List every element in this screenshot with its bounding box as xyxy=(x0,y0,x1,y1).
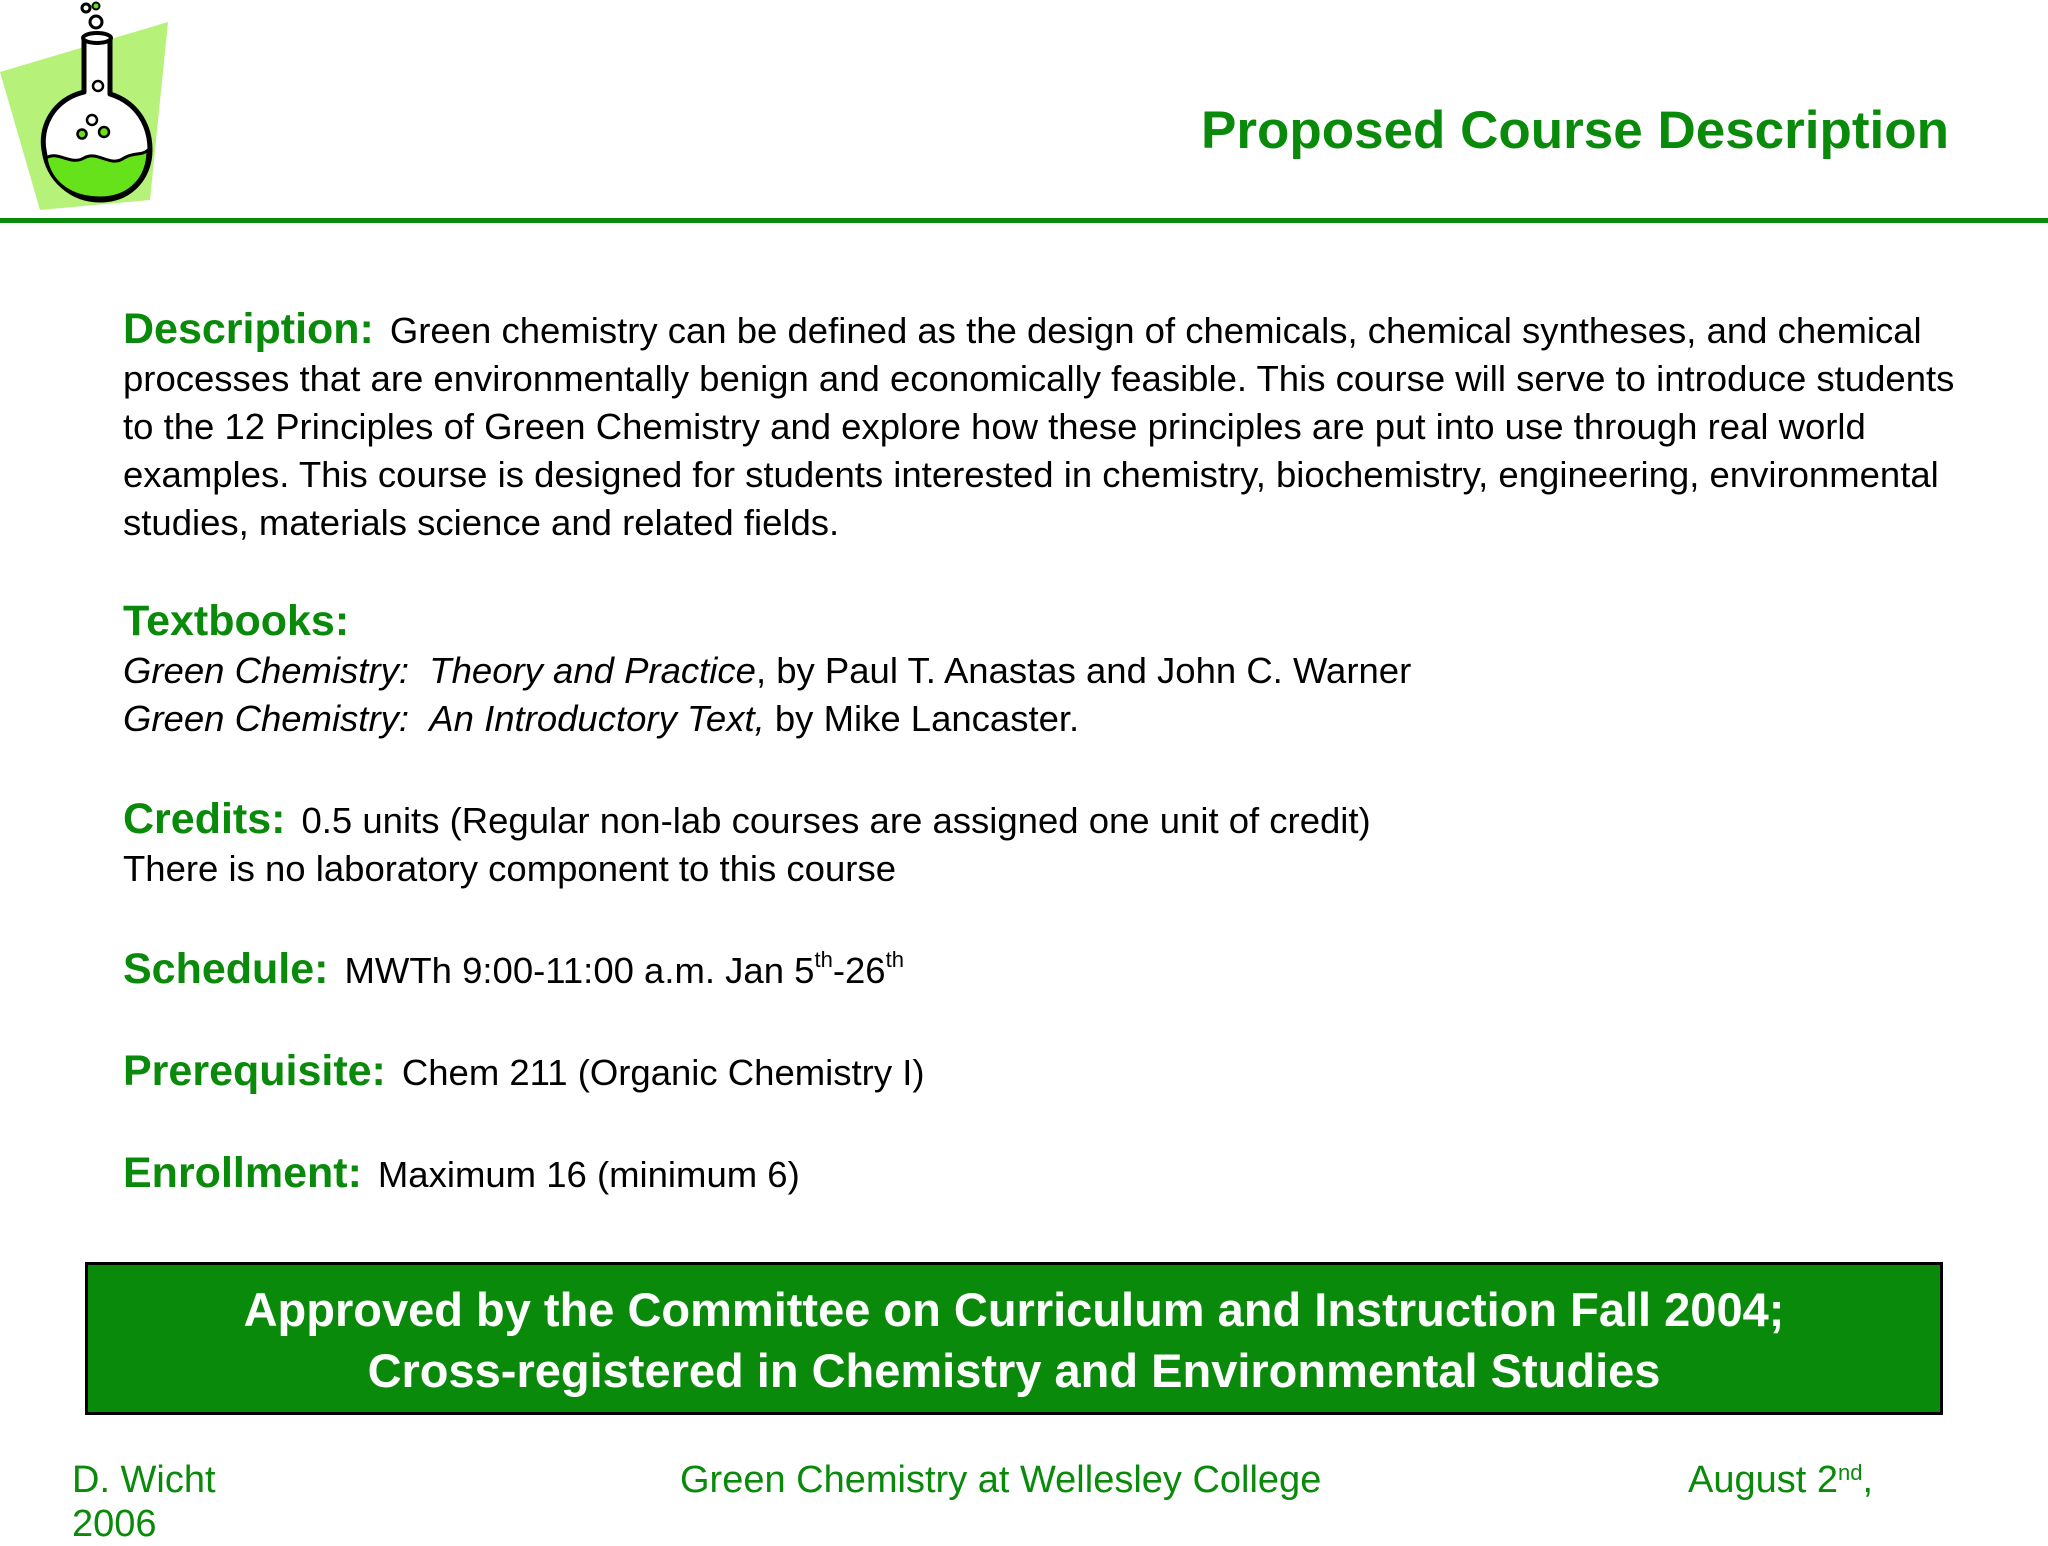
footer-date-text: August 2 xyxy=(1688,1459,1838,1501)
footer-date xyxy=(1688,1458,1873,1502)
prerequisite-label: Prerequisite: xyxy=(123,1047,386,1095)
schedule-text: MWTh 9:00-11:00 a.m. Jan 5 xyxy=(344,950,815,991)
credits-label: Credits: xyxy=(123,795,286,843)
textbook-title-b: An Introductory Text, xyxy=(429,698,765,739)
footer-title: Green Chemistry at Wellesley College xyxy=(680,1459,1322,1501)
page-title: Proposed Course Description xyxy=(1200,101,1949,160)
textbook-item xyxy=(123,695,1983,743)
prerequisite-text: Chem 211 (Organic Chemistry I) xyxy=(401,1052,925,1093)
footer-year: 2006 xyxy=(72,1503,157,1545)
enrollment-section xyxy=(123,1149,1983,1199)
schedule-label: Schedule: xyxy=(123,945,329,993)
approval-line-2: Cross-registered in Chemistry and Environmental Studies xyxy=(367,1344,1661,1397)
textbook-author: , by Paul T. Anastas and John C. Warner xyxy=(755,650,1412,691)
credits-text: 0.5 units (Regular non-lab courses are assigned one unit of credit) xyxy=(301,800,1371,841)
flask-icon xyxy=(0,0,175,210)
textbook-title-a: Green Chemistry: xyxy=(123,650,409,691)
description-section xyxy=(123,305,1983,547)
schedule-sup: th xyxy=(814,947,833,972)
description-label: Description: xyxy=(123,305,374,353)
textbook-title-a: Green Chemistry: xyxy=(123,698,409,739)
prerequisite-section xyxy=(123,1047,1983,1097)
schedule-sup: th xyxy=(885,947,904,972)
textbook-item xyxy=(123,647,1983,695)
textbooks-label: Textbooks: xyxy=(123,597,350,645)
footer-date-sup: nd xyxy=(1838,1460,1863,1485)
header-divider xyxy=(0,218,2048,223)
enrollment-text: Maximum 16 (minimum 6) xyxy=(377,1154,800,1195)
approval-banner xyxy=(85,1262,1943,1415)
textbooks-section xyxy=(123,595,1983,743)
credits-section xyxy=(123,795,1983,893)
footer-date-comma: , xyxy=(1862,1459,1874,1501)
footer-author: D. Wicht xyxy=(72,1459,216,1501)
credits-note: There is no laboratory component to this course xyxy=(123,848,896,889)
textbook-author: by Mike Lancaster. xyxy=(764,698,1080,739)
approval-line-1: Approved by the Committee on Curriculum and Instruction Fall 2004; xyxy=(243,1283,1785,1336)
enrollment-label: Enrollment: xyxy=(123,1149,362,1197)
course-details xyxy=(123,305,1983,1199)
schedule-section xyxy=(123,945,1983,995)
textbook-title-b: Theory and Practice xyxy=(429,650,756,691)
schedule-text-end: -26 xyxy=(832,950,886,991)
description-text: Green chemistry can be defined as the design of chemicals, chemical syntheses, and chemical processes that are environmentally benign and economically feasible. This course will serve to introduce students to the 12 Principles of Green Chemistry and explore how these principles are put into use through real world examples. This course is designed for students interested in chemistry, biochemistry, engineering, environmental studies, materials science and related fields. xyxy=(123,310,1955,543)
